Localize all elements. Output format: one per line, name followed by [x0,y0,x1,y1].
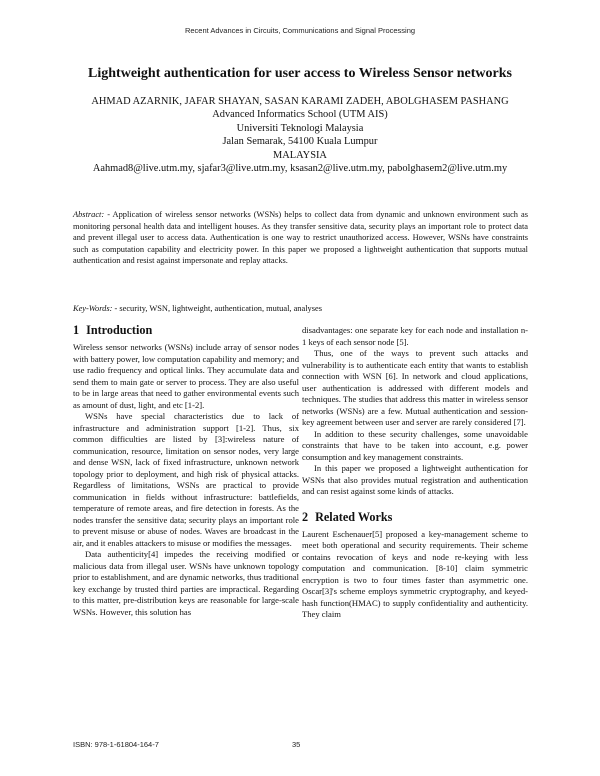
section-number: 1 [73,323,80,337]
affiliation-school: Advanced Informatics School (UTM AIS) [212,109,388,121]
authors: AHMAD AZARNIK, JAFAR SHAYAN, SASAN KARAMI ZADEH, ABOLGHASEM PASHANG [91,96,509,107]
author-emails: Aahmad8@live.utm.my, sjafar3@live.utm.my, ksasan2@live.utm.my, pabolghasem2@live.utm.my [92,163,508,175]
section-heading-introduction [73,323,299,337]
section-spacer [302,498,528,510]
intro-paragraph-1: Wireless sensor networks (WSNs) include array of sensor nodes with battery power, low computation capability and memory; and use radio frequency and optical links. They accumulate data and send them to main gate or server to process. They are also useful to be in large areas that need to gather environmental events such as amount of dust, light, and etc [1-2]. [73,342,299,410]
intro-paragraph-2: WSNs have special characteristics due to lack of infrastructure and administration support [1-2]. Thus, six common difficulties are listed by [3]:wireless nature of communication, resource, limitation on sensor nodes, very large and dense WSN, lack of fixed infrastructure, unknown network topology prior to deployment, and high risk of physical attacks. Regardless of limitations, WSNs are practical to provide communication in fields without infrastructure: battlefields, temperature of remote areas, and fire detection in forests. As the nodes transfer the sensitive data; security plays an important role to prevent misuse or abuse of nodes. Waves are broadcast in the air, and it enables attackers to misuse or modifies the messages. [73,411,299,548]
abstract-text: - Application of wireless sensor networks (WSNs) helps to collect data from dynamic and unknown environment such as monitoring personal health data and intelligent houses. As they transfer sensitive data, security plays an important role to protect data and prevent illegal user to access data. Authentication is one way to restrict unauthorized access. However, WSNs have constraints such as computation capability and electricity power. In this paper we proposed a lightweight authentication that supports mutual authentication and resist against impersonate and replay attacks. [73,210,528,266]
affiliation-country: MALAYSIA [273,149,327,161]
section-heading-related-works [302,510,528,524]
left-column [73,323,299,618]
related-paragraph-1: Laurent Eschenauer[5] proposed a key-management scheme to meet both operational and security requirements. Their scheme contains revocation of keys and node re-keying with less computation and communication. [8-10] claim symmetric encryption is two to four times faster than asymmetric one. Oscar[3]'s scheme employs symmetric cryptography, and keyed-hash function(HMAC) to supply confidentiality and authenticity. They claim [302,528,528,619]
intro-paragraph-3: Data authenticity[4] impedes the receiving modified or malicious data from illegal user. WSNs have unknown topology prior to establishment, and are dynamic networks, thus traditional key exchange by trusted third parties are impractical. Regarding to this matter, pre-distribution keys are reasonable for large-scale WSNs. However, this solution has [73,549,299,617]
intro-paragraph-4: disadvantages: one separate key for each node and installation n-1 keys of each sensor node [5]. [302,325,528,347]
page-number: 35 [292,740,301,749]
footer-isbn: ISBN: 978-1-61804-164-7 [73,740,159,749]
intro-paragraph-5: Thus, one of the ways to prevent such attacks and vulnerability is to authenticate each entity that wants to establish connection with WSN [6]. In network and cloud applications, user authentication is addressed with different models and techniques. The studies that address this matter in wireless sensor networks (WSNs) are a few. Mutual authentication and session-key agreement between user and server are rarely considered [7]. [302,348,528,427]
author-block [40,95,560,175]
right-column [302,325,528,621]
running-header: Recent Advances in Circuits, Communications and Signal Processing [184,26,416,35]
affiliation-address: Jalan Semarak, 54100 Kuala Lumpur [222,136,378,148]
paper-title: Lightweight authentication for user access to Wireless Sensor networks [88,66,512,81]
affiliation-university: Universiti Teknologi Malaysia [236,122,364,134]
section-title: Introduction [86,323,153,337]
intro-paragraph-6: In addition to these security challenges, some unavoidable constraints that have to be taken into account, e.g. power consumption and key management constraints. [302,428,528,462]
abstract-label: Abstract: [73,210,105,219]
abstract [73,209,528,267]
keywords-label: Key-Words: [73,304,113,313]
keywords-text: - security, WSN, lightweight, authentication, mutual, analyses [112,304,322,313]
section-title: Related Works [315,509,393,524]
section-number: 2 [302,509,309,524]
intro-paragraph-7: In this paper we proposed a lightweight authentication for WSNs that also provides mutual registration and authentication and can resist against some kinds of attacks. [302,463,528,496]
keywords [73,303,528,315]
